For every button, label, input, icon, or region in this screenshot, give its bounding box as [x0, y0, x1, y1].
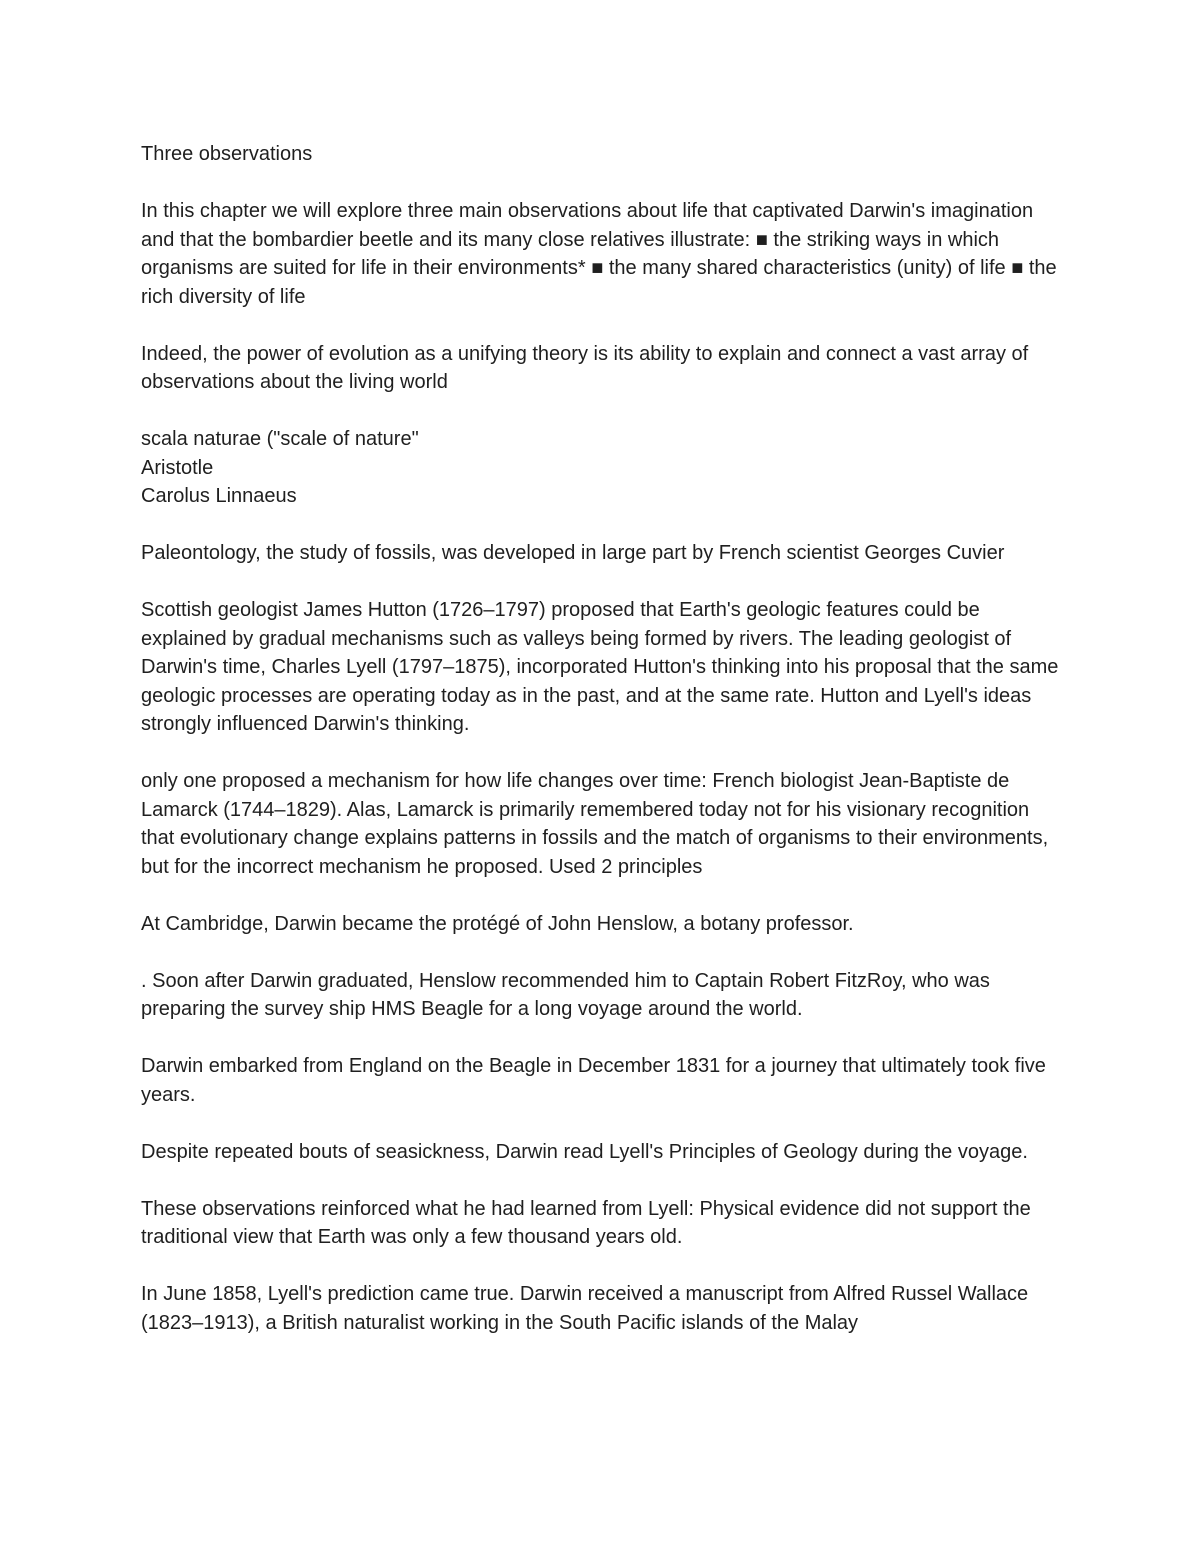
list-line: scala naturae ("scale of nature" [141, 428, 419, 450]
list-scala-naturae [141, 425, 1066, 511]
paragraph-hutton-lyell: Scottish geologist James Hutton (1726–1797) proposed that Earth's geologic features could be explained by gradual mechanisms such as valleys being formed by rivers. The leading geologist of Darwin's time, Charles Lyell (1797–1875), incorporated Hutton's thinking into his proposal that the same geologic processes are operating today as in the past, and at the same rate. Hutton and Lyell's ideas strongly influenced Darwin's thinking. [141, 599, 1059, 735]
paragraph-paleontology: Paleontology, the study of fossils, was developed in large part by French scientist Georges Cuvier [141, 542, 1005, 564]
paragraph-lamarck: only one proposed a mechanism for how life changes over time: French biologist Jean-Baptiste de Lamarck (1744–1829). Alas, Lamarck is primarily remembered today not for his visionary recognition that evolutionary change explains patterns in fossils and the match of organisms to their environments, but for the incorrect mechanism he proposed. Used 2 principles [141, 770, 1049, 878]
document-title: Three observations [141, 143, 313, 165]
paragraph-beagle-voyage: Darwin embarked from England on the Beagle in December 1831 for a journey that ultimately took five years. [141, 1055, 1046, 1106]
paragraph-principles-geology: Despite repeated bouts of seasickness, Darwin read Lyell's Principles of Geology during the voyage. [141, 1140, 1028, 1163]
paragraph-observations: In this chapter we will explore three main observations about life that captivated Darwin's imagination and that the bombardier beetle and its many close relatives illustrate: ■ the striking ways in which organisms are suited for life in their environments* ■ the many shared characteristics (unity) of life ■ the rich diversity of life [141, 200, 1057, 308]
list-line: Aristotle [141, 456, 214, 479]
paragraph-physical-evidence: These observations reinforced what he had learned from Lyell: Physical evidence did not support the traditional view that Earth was only a few thousand years old. [141, 1197, 1031, 1248]
paragraph-henslow-fitzroy: . Soon after Darwin graduated, Henslow recommended him to Captain Robert FitzRoy, who was preparing the survey ship HMS Beagle for a long voyage around the world. [141, 969, 990, 1020]
list-line: Carolus Linnaeus [141, 485, 297, 507]
paragraph-wallace: In June 1858, Lyell's prediction came true. Darwin received a manuscript from Alfred Russel Wallace (1823–1913), a British naturalist working in the South Pacific islands of the Malay [141, 1283, 1029, 1334]
paragraph-cambridge: At Cambridge, Darwin became the protégé of John Henslow, a botany professor. [141, 912, 854, 935]
document-body [141, 140, 1066, 1366]
paragraph-evolution-theory: Indeed, the power of evolution as a unifying theory is its ability to explain and connect a vast array of observations about the living world [141, 342, 1029, 393]
